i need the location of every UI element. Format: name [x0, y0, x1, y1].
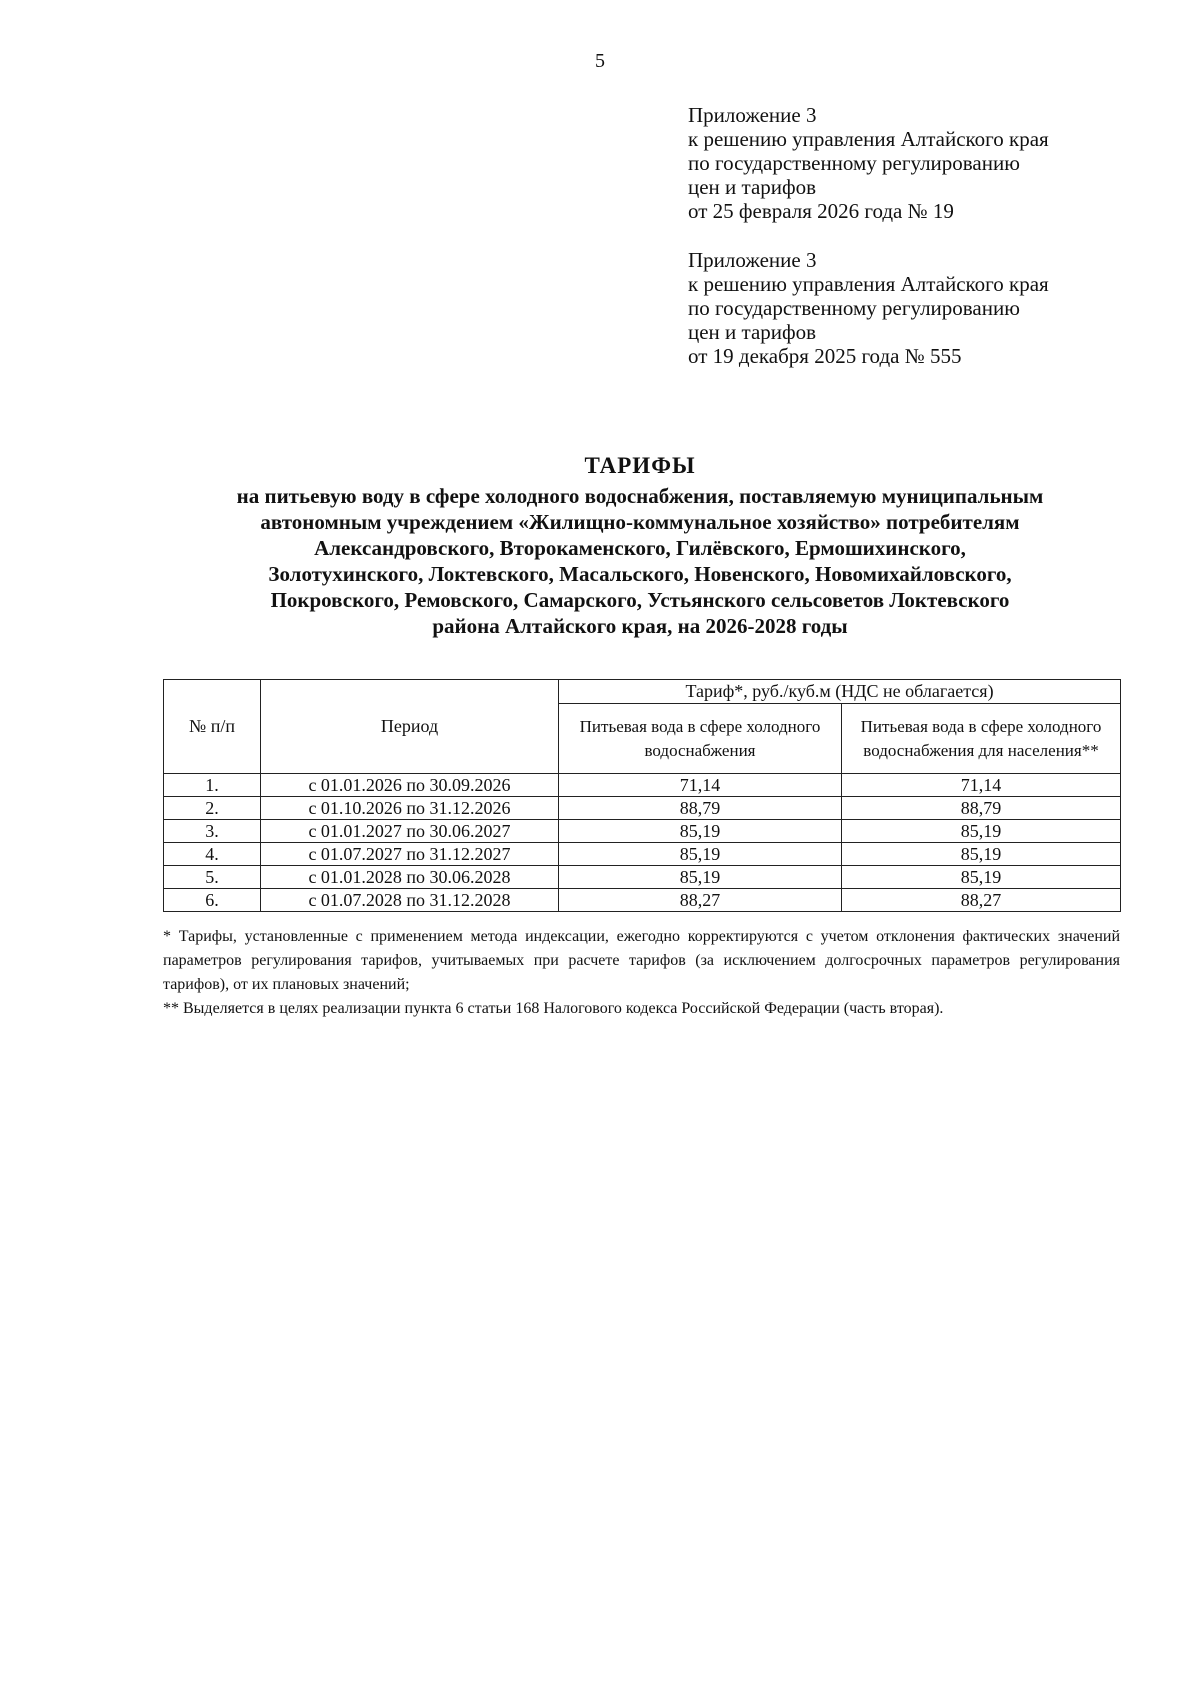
row-period: с 01.01.2027 по 30.06.2027 [261, 820, 559, 843]
row-number: 5. [164, 866, 261, 889]
header-tariff-group: Тариф*, руб./куб.м (НДС не облагается) [559, 680, 1121, 704]
row-period: с 01.10.2026 по 31.12.2026 [261, 797, 559, 820]
appendix-reference-original [688, 248, 1158, 368]
title-line: на питьевую воду в сфере холодного водоснабжения, поставляемую муниципальным [236, 484, 1044, 508]
row-water-tariff: 85,19 [559, 843, 842, 866]
title-line: Александровского, Второкаменского, Гилёвского, Ермошихинского, [314, 536, 966, 560]
title-line: Покровского, Ремовского, Самарского, Устьянского сельсоветов Локтевского [270, 588, 1010, 612]
header-period: Период [261, 680, 559, 774]
footnote-vat: ** Выделяется в целях реализации пункта 6 статьи 168 Налогового кодекса Российской Федерации (часть вторая). [163, 1000, 944, 1017]
title-main: ТАРИФЫ [584, 453, 696, 478]
page-number: 5 [595, 50, 605, 72]
appendix-line: по государственному регулированию [688, 296, 1020, 320]
row-population-tariff: 88,79 [842, 797, 1121, 820]
appendix-line: цен и тарифов [688, 175, 817, 199]
row-population-tariff: 85,19 [842, 843, 1121, 866]
table-row [164, 889, 1121, 912]
appendix-line: Приложение 3 [688, 103, 817, 127]
row-water-tariff: 88,79 [559, 797, 842, 820]
appendix-reference-new [688, 103, 1158, 223]
title-line: автономным учреждением «Жилищно-коммунальное хозяйство» потребителям [260, 510, 1020, 534]
table-row [164, 866, 1121, 889]
row-period: с 01.07.2028 по 31.12.2028 [261, 889, 559, 912]
appendix-line: к решению управления Алтайского края [688, 272, 1049, 296]
appendix-line: от 25 февраля 2026 года № 19 [688, 199, 954, 223]
header-water: Питьевая вода в сфере холодного водоснабжения [559, 704, 842, 774]
row-number: 6. [164, 889, 261, 912]
row-population-tariff: 88,27 [842, 889, 1121, 912]
footnote-indexation: * Тарифы, установленные с применением метода индексации, ежегодно корректируются с учетом отклонения фактических значений параметров регулирования тарифов, учитываемых при расчете тарифов (за исключением долгосрочных параметров регулирования тарифов), от их плановых значений; [163, 928, 1120, 993]
header-number: № п/п [164, 680, 261, 774]
row-population-tariff: 85,19 [842, 820, 1121, 843]
footnotes [163, 925, 1120, 1021]
row-population-tariff: 71,14 [842, 774, 1121, 797]
appendix-line: цен и тарифов [688, 320, 817, 344]
table-row [164, 774, 1121, 797]
appendix-line: от 19 декабря 2025 года № 555 [688, 344, 962, 368]
header-water-population: Питьевая вода в сфере холодного водоснабжения для населения** [842, 704, 1121, 774]
appendix-line: Приложение 3 [688, 248, 817, 272]
table-row [164, 843, 1121, 866]
appendix-line: к решению управления Алтайского края [688, 127, 1049, 151]
table-row [164, 820, 1121, 843]
row-water-tariff: 85,19 [559, 866, 842, 889]
row-period: с 01.01.2026 по 30.09.2026 [261, 774, 559, 797]
tariff-table [163, 679, 1121, 912]
appendix-line: по государственному регулированию [688, 151, 1020, 175]
row-number: 2. [164, 797, 261, 820]
table-row [164, 797, 1121, 820]
row-water-tariff: 85,19 [559, 820, 842, 843]
row-number: 1. [164, 774, 261, 797]
row-period: с 01.07.2027 по 31.12.2027 [261, 843, 559, 866]
row-water-tariff: 71,14 [559, 774, 842, 797]
row-period: с 01.01.2028 по 30.06.2028 [261, 866, 559, 889]
row-number: 3. [164, 820, 261, 843]
row-water-tariff: 88,27 [559, 889, 842, 912]
title-line: района Алтайского края, на 2026-2028 годы [432, 614, 848, 638]
row-number: 4. [164, 843, 261, 866]
table-header-row [164, 680, 1121, 704]
row-population-tariff: 85,19 [842, 866, 1121, 889]
title-line: Золотухинского, Локтевского, Масальского, Новенского, Новомихайловского, [268, 562, 1012, 586]
document-title [160, 451, 1120, 639]
